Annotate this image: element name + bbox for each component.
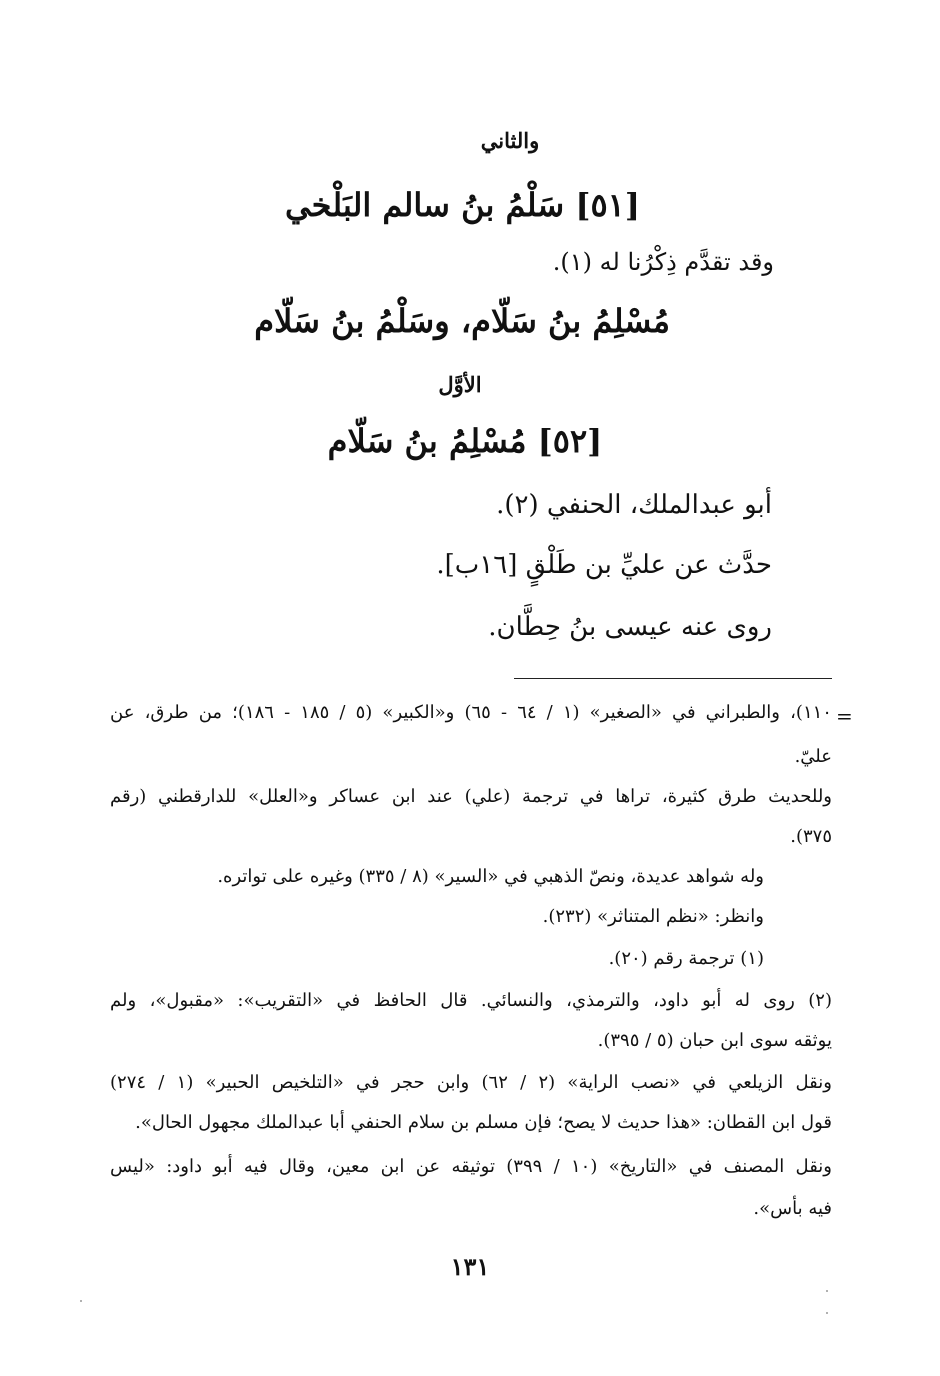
- entry-52-line: حدَّث عن عليِّ بن طَلْقٍ [١٦ب].: [436, 550, 772, 580]
- subheading-second: والثاني: [480, 128, 540, 153]
- footnote-line: عليّ.: [794, 746, 832, 767]
- footnote-1: (١) ترجمة رقم (٢٠).: [608, 948, 764, 969]
- footnote-line: وللحديث طرق كثيرة، تراها في ترجمة (علي) عند ابن عساكر و«العلل» للدارقطني (رقم: [110, 786, 832, 807]
- footnote-line: ١١٠)، والطبراني في «الصغير» (١ / ٦٤ - ٦٥) و«الكبير» (٥ / ١٨٥ - ١٨٦)؛ من طرق، عن: [110, 702, 832, 723]
- scan-speck: [826, 1290, 828, 1292]
- entry-51-text: وقد تقدَّم ذِكْرُنا له (١).: [552, 248, 774, 276]
- footnote-line: وله شواهد عديدة، ونصّ الذهبي في «السير» (٨ / ٣٣٥) وغيره على تواتره.: [217, 866, 764, 887]
- footnote-line: يوثقه سوى ابن حبان (٥ / ٣٩٥).: [597, 1030, 832, 1051]
- scan-speck: [826, 1312, 828, 1314]
- entry-52-line: روى عنه عيسى بنُ حِطَّان.: [488, 612, 772, 642]
- pair-heading: مُسْلِمُ بنُ سَلّام، وسَلْمُ بنُ سَلّام: [254, 302, 670, 340]
- footnote-line: ونقل المصنف في «التاريخ» (١٠ / ٣٩٩) توثيقه عن ابن معين، وقال فيه أبو داود: «ليس: [110, 1156, 832, 1177]
- scan-speck: [80, 1300, 82, 1302]
- subheading-first: الأوَّل: [438, 372, 482, 397]
- footnote-line: قول ابن القطان: «هذا حديث لا يصح؛ فإن مسلم بن سلام الحنفي أبا عبدالملك مجهول الحال».: [135, 1112, 832, 1133]
- footnote-line: ٣٧٥).: [790, 826, 832, 847]
- footnote-separator: [514, 678, 832, 679]
- footnote-line: ونقل الزيلعي في «نصب الراية» (٢ / ٦٢) وابن حجر في «التلخيص الحبير» (١ / ٢٧٤): [110, 1072, 832, 1093]
- footnote-continuation-mark: =: [836, 704, 853, 728]
- page-number: ١٣١: [450, 1252, 490, 1281]
- footnote-line: وانظر: «نظم المتناثر» (٢٣٢).: [542, 906, 764, 927]
- footnote-2: (٢) روى له أبو داود، والترمذي، والنسائي. قال الحافظ في «التقريب»: «مقبول»، ولم: [110, 990, 832, 1011]
- entry-52-heading: [٥٢] مُسْلِمُ بنُ سَلّام: [327, 422, 603, 460]
- entry-52-line: أبو عبدالملك، الحنفي (٢).: [496, 490, 772, 520]
- entry-51-heading: [٥١] سَلْمُ بنُ سالم البَلْخي: [284, 186, 640, 224]
- footnote-line: فيه بأس».: [753, 1198, 832, 1219]
